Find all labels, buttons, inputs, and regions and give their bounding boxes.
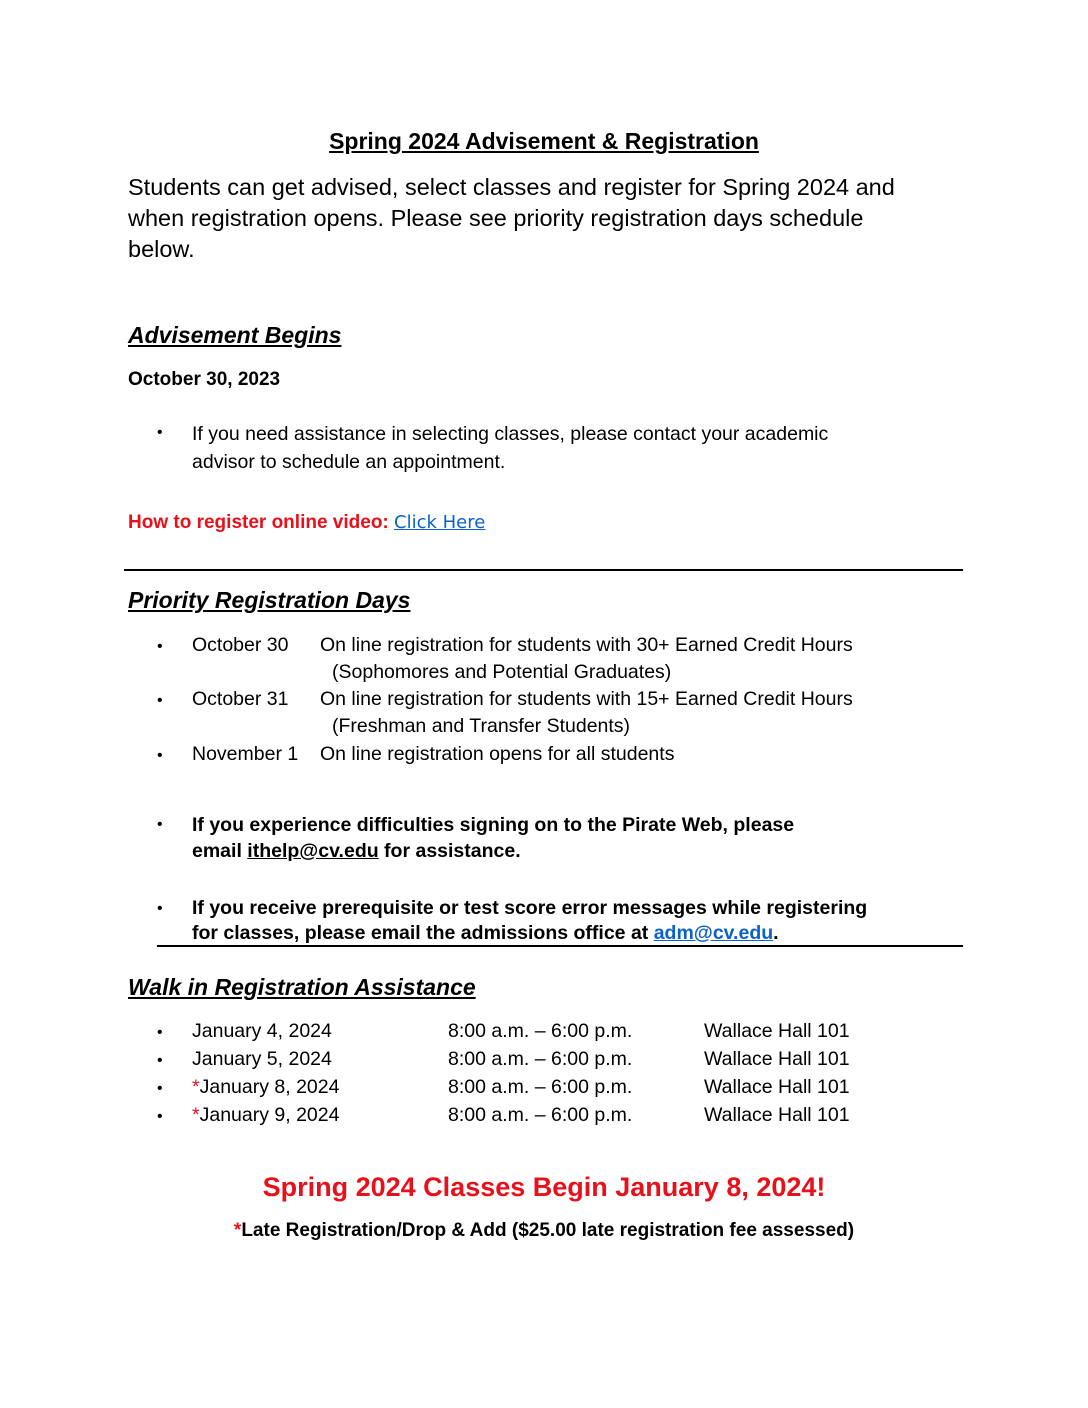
advisement-bullet-text [192, 420, 828, 476]
ithelp-email-link[interactable]: ithelp@cv.edu [247, 840, 379, 862]
priority-day: October 30 [192, 634, 289, 656]
intro-line: Students can get advised, select classes and register for Spring 2024 and [128, 174, 895, 200]
walkin-date [192, 1076, 339, 1099]
priority-desc: On line registration for students with 15+ Earned Credit Hours [320, 688, 853, 710]
priority-heading: Priority Registration Days [128, 587, 411, 613]
pirate-web-note [192, 812, 794, 864]
bullet-icon: • [157, 900, 163, 917]
walkin-table [0, 1020, 1088, 1140]
advisement-date: October 30, 2023 [128, 369, 281, 390]
prereq-note [192, 896, 867, 946]
video-row [128, 512, 485, 534]
footnote-text: Late Registration/Drop & Add ($25.00 late registration fee assessed) [241, 1220, 855, 1241]
walkin-time: 8:00 a.m. – 6:00 p.m. [448, 1076, 633, 1098]
walkin-place: Wallace Hall 101 [704, 1104, 850, 1126]
date-text: January 5, 2024 [192, 1048, 332, 1070]
intro-line: below. [128, 236, 195, 262]
priority-day: October 31 [192, 688, 289, 710]
walkin-date [192, 1048, 332, 1071]
divider [124, 569, 963, 571]
text-segment: . [773, 922, 779, 944]
classes-begin-banner: Spring 2024 Classes Begin January 8, 2024! [262, 1172, 826, 1202]
walkin-date [192, 1020, 332, 1043]
walkin-time: 8:00 a.m. – 6:00 p.m. [448, 1104, 633, 1126]
bullet-icon: • [157, 1024, 163, 1041]
text-line: If you experience difficulties signing on to the Pirate Web, please [192, 814, 795, 836]
advisement-heading: Advisement Begins [128, 322, 342, 348]
bullet-icon: • [157, 1108, 163, 1125]
intro-paragraph [128, 172, 958, 265]
walkin-time: 8:00 a.m. – 6:00 p.m. [448, 1020, 633, 1042]
priority-list [0, 634, 1088, 774]
bullet-icon: • [157, 816, 163, 833]
adm-email-link[interactable]: adm@cv.edu [653, 922, 774, 944]
asterisk: * [192, 1076, 200, 1098]
page-title: Spring 2024 Advisement & Registration [329, 128, 759, 154]
bullet-icon: • [157, 638, 163, 655]
bullet-icon: • [157, 424, 163, 441]
text-line: advisor to schedule an appointment. [192, 451, 506, 473]
walkin-place: Wallace Hall 101 [704, 1076, 850, 1098]
walkin-heading: Walk in Registration Assistance [128, 974, 476, 1000]
late-registration-note [0, 1220, 1088, 1242]
walkin-place: Wallace Hall 101 [704, 1048, 850, 1070]
intro-line: when registration opens. Please see priority registration days schedule [128, 205, 864, 231]
walkin-date [192, 1104, 339, 1127]
walkin-place: Wallace Hall 101 [704, 1020, 850, 1042]
date-text: January 9, 2024 [199, 1104, 340, 1126]
bullet-icon: • [157, 1080, 163, 1097]
text-segment: email [192, 840, 248, 862]
date-text: January 8, 2024 [199, 1076, 340, 1098]
date-text: January 4, 2024 [192, 1020, 332, 1042]
divider [157, 945, 963, 947]
asterisk: * [192, 1104, 200, 1126]
video-label: How to register online video: [128, 512, 389, 533]
priority-desc: On line registration for students with 30+ Earned Credit Hours [320, 634, 853, 656]
text-line: If you receive prerequisite or test score error messages while registering [192, 897, 868, 919]
walkin-time: 8:00 a.m. – 6:00 p.m. [448, 1048, 633, 1070]
priority-desc-sub: (Freshman and Transfer Students) [332, 715, 631, 737]
text-segment: for classes, please email the admissions office at [192, 922, 654, 944]
text-segment: for assistance. [378, 840, 521, 862]
text-line [192, 838, 794, 864]
text-line: If you need assistance in selecting classes, please contact your academic [192, 423, 829, 445]
bullet-icon: • [157, 1052, 163, 1069]
bullet-icon: • [157, 692, 163, 709]
priority-desc-sub: (Sophomores and Potential Graduates) [332, 661, 672, 683]
click-here-link[interactable]: Click Here [394, 512, 486, 533]
bullet-icon: • [157, 747, 163, 764]
priority-desc: On line registration opens for all students [320, 743, 675, 765]
priority-day: November 1 [192, 743, 299, 765]
text-line [192, 921, 867, 946]
asterisk: * [233, 1220, 242, 1241]
